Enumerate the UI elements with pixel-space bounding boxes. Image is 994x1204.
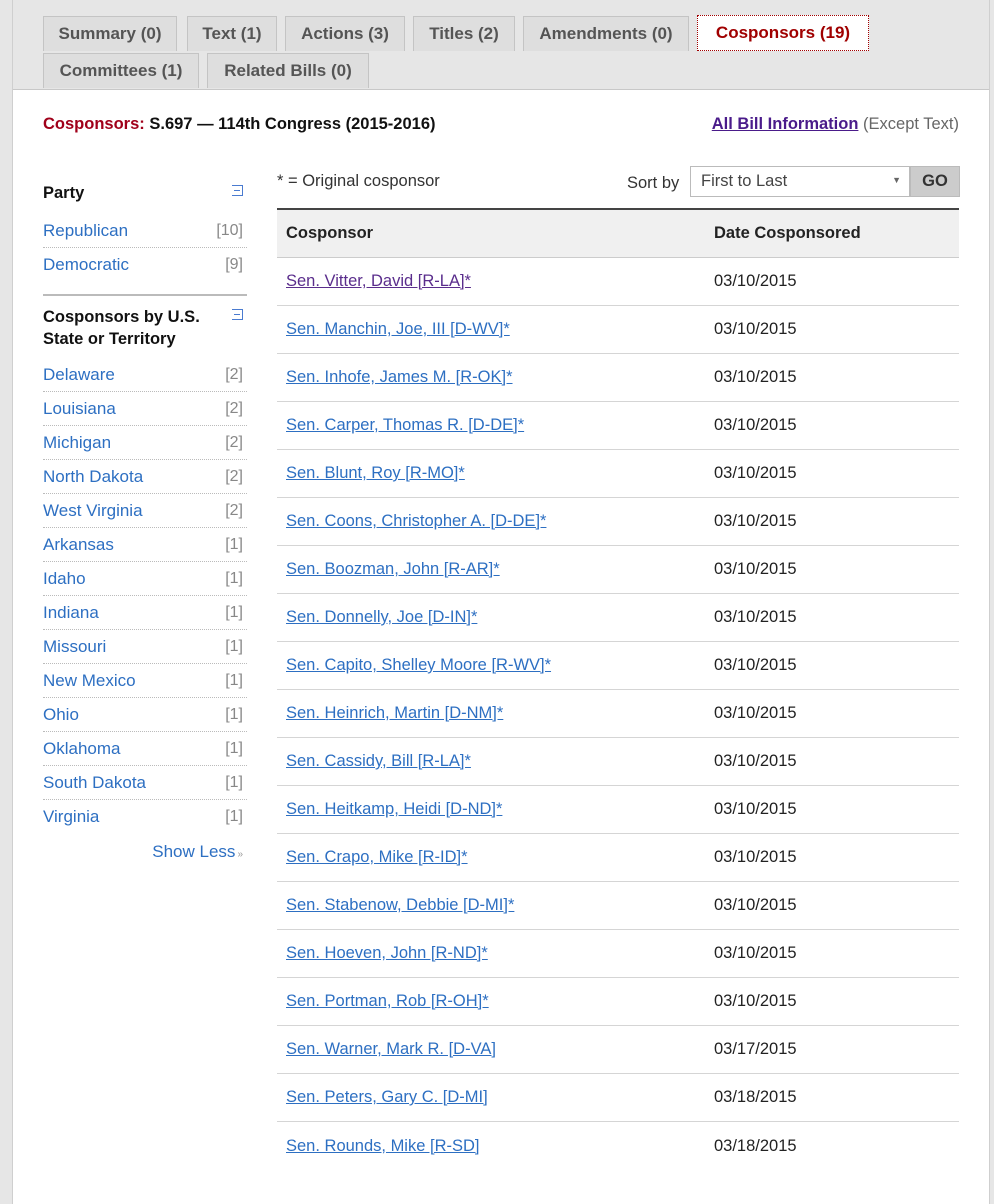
party-item[interactable] [43,214,247,248]
state-item-name[interactable]: Indiana [43,602,99,622]
facet-party-title [43,172,247,204]
cosponsor-cell [277,464,705,483]
cosponsor-link[interactable]: Sen. Portman, Rob [R-OH]* [286,992,489,1010]
cosponsor-cell [277,992,705,1011]
state-item-name[interactable]: New Mexico [43,670,136,690]
facet-party-title-text: Party [43,184,85,202]
state-item-count: [2] [225,501,243,519]
date-cell: 03/10/2015 [714,656,797,674]
party-item-count: [10] [216,221,243,239]
table-row [277,1026,959,1074]
state-item-name[interactable]: Oklahoma [43,738,121,758]
state-item[interactable] [43,528,247,562]
state-list [43,358,247,834]
state-item-count: [1] [225,671,243,689]
cosponsor-cell [277,320,705,339]
state-item-name[interactable]: Arkansas [43,534,114,554]
cosponsor-cell [277,656,705,675]
party-list [43,214,247,282]
date-cell: 03/10/2015 [714,512,797,530]
date-cell: 03/10/2015 [714,896,797,914]
cosponsors-table [277,208,959,1170]
state-item-name[interactable]: Missouri [43,636,107,656]
tab-related-bills[interactable]: Related Bills (0) [207,53,369,88]
tab-titles[interactable]: Titles (2) [413,16,515,51]
table-row [277,450,959,498]
table-row [277,258,959,306]
chevron-right-icon: » [237,849,243,860]
state-item-count: [1] [225,739,243,757]
state-item-name[interactable]: West Virginia [43,500,143,520]
party-item-name[interactable]: Republican [43,220,129,240]
original-cosponsor-legend: * = Original cosponsor [277,172,440,190]
state-item-name[interactable]: South Dakota [43,772,147,792]
date-cell: 03/18/2015 [714,1088,797,1106]
state-item[interactable] [43,460,247,494]
tab-amendments[interactable]: Amendments (0) [523,16,689,51]
header-cosponsor: Cosponsor [286,224,374,242]
go-button[interactable]: GO [910,166,960,197]
cosponsor-cell [277,416,705,435]
cosponsor-link[interactable]: Sen. Carper, Thomas R. [D-DE]* [286,416,525,434]
state-item-name[interactable]: North Dakota [43,466,144,486]
cosponsor-cell [277,272,705,291]
facet-state-title [43,296,247,350]
table-row [277,930,959,978]
all-bill-info [712,115,959,134]
cosponsor-link[interactable]: Sen. Cassidy, Bill [R-LA]* [286,752,471,770]
cosponsor-link[interactable]: Sen. Stabenow, Debbie [D-MI]* [286,896,515,914]
cosponsor-cell [277,896,705,915]
date-cell: 03/10/2015 [714,416,797,434]
cosponsor-link[interactable]: Sen. Boozman, John [R-AR]* [286,560,500,578]
date-cell: 03/10/2015 [714,608,797,626]
date-cell: 03/10/2015 [714,560,797,578]
cosponsor-link[interactable]: Sen. Rounds, Mike [R-SD] [286,1136,480,1155]
date-cell: 03/10/2015 [714,992,797,1010]
state-item-name[interactable]: Idaho [43,568,86,588]
cosponsor-cell [277,512,705,531]
tab-actions[interactable]: Actions (3) [285,16,405,51]
cosponsor-link[interactable]: Sen. Manchin, Joe, III [D-WV]* [286,320,510,338]
cosponsor-cell [277,704,705,723]
state-item-count: [2] [225,433,243,451]
show-less-link[interactable] [43,842,247,862]
state-item[interactable] [43,392,247,426]
facet-sidebar [43,172,247,862]
sort-label: Sort by [627,174,680,192]
show-less-text: Show Less [152,842,236,861]
collapse-icon[interactable] [232,185,243,196]
header-date: Date Cosponsored [714,224,861,242]
cosponsor-link[interactable]: Sen. Heinrich, Martin [D-NM]* [286,704,504,722]
state-item-name[interactable]: Ohio [43,704,79,724]
cosponsor-link[interactable]: Sen. Hoeven, John [R-ND]* [286,944,488,962]
date-cell: 03/10/2015 [714,944,797,962]
table-row [277,354,959,402]
cosponsor-cell [277,1137,705,1156]
state-item[interactable] [43,630,247,664]
state-item[interactable] [43,800,247,834]
cosponsor-cell [277,1088,705,1107]
state-item[interactable] [43,698,247,732]
cosponsor-cell [277,752,705,771]
state-item[interactable] [43,664,247,698]
state-item[interactable] [43,732,247,766]
table-row [277,738,959,786]
state-item[interactable] [43,562,247,596]
state-item-count: [1] [225,535,243,553]
cosponsor-link[interactable]: Sen. Donnelly, Joe [D-IN]* [286,608,478,626]
state-item[interactable] [43,426,247,460]
state-item-count: [2] [225,467,243,485]
table-header [277,210,959,258]
date-cell: 03/10/2015 [714,704,797,722]
sort-select-value: First to Last [701,172,788,190]
cosponsor-link[interactable]: Sen. Peters, Gary C. [D-MI] [286,1088,488,1106]
cosponsor-link[interactable]: Sen. Inhofe, James M. [R-OK]* [286,368,513,386]
table-body [277,258,959,1170]
date-cell: 03/10/2015 [714,848,797,866]
cosponsor-cell [277,560,705,579]
state-item-name[interactable]: Delaware [43,364,115,384]
all-bill-info-suffix: (Except Text) [863,115,959,133]
state-item[interactable] [43,596,247,630]
state-item-count: [1] [225,773,243,791]
state-item-count: [1] [225,705,243,723]
cosponsor-cell [277,944,705,963]
party-item-count: [9] [225,256,243,273]
state-item-name[interactable]: Louisiana [43,398,116,418]
state-item-name[interactable]: Michigan [43,432,112,452]
cosponsor-cell [277,800,705,819]
table-row [277,306,959,354]
table-row [277,786,959,834]
state-item-name[interactable]: Virginia [43,807,100,826]
state-item-count: [2] [225,365,243,383]
table-row [277,690,959,738]
date-cell: 03/10/2015 [714,368,797,386]
table-row [277,642,959,690]
sort-select[interactable] [690,166,910,197]
caret-down-icon: ▼ [892,175,901,185]
cosponsor-link[interactable]: Sen. Blunt, Roy [R-MO]* [286,464,465,482]
date-cell: 03/10/2015 [714,464,797,482]
state-item-count: [1] [225,569,243,587]
party-item[interactable] [43,248,247,282]
table-row [277,882,959,930]
table-row [277,402,959,450]
cosponsor-cell [277,608,705,627]
cosponsor-link[interactable]: Sen. Coons, Christopher A. [D-DE]* [286,512,547,530]
table-row [277,498,959,546]
cosponsor-link[interactable]: Sen. Capito, Shelley Moore [R-WV]* [286,656,552,674]
tab-bar [13,0,989,90]
table-row [277,1074,959,1122]
state-item[interactable] [43,494,247,528]
tab-summary[interactable]: Summary (0) [43,16,177,51]
party-item-name[interactable]: Democratic [43,255,129,274]
cosponsor-link[interactable]: Sen. Heitkamp, Heidi [D-ND]* [286,800,503,818]
state-item-count: [1] [225,808,243,825]
all-bill-info-link[interactable]: All Bill Information [711,115,859,133]
facet-state-title-text: Cosponsors by U.S. State or Territory [43,308,200,348]
cosponsor-cell [277,1040,705,1059]
table-row [277,546,959,594]
date-cell: 03/17/2015 [714,1040,797,1058]
cosponsor-link[interactable]: Sen. Crapo, Mike [R-ID]* [286,848,468,866]
date-cell: 03/10/2015 [714,320,797,338]
date-cell: 03/10/2015 [714,800,797,818]
tab-text[interactable]: Text (1) [187,16,277,51]
page-title-label: Cosponsors: [43,115,145,133]
table-row [277,1122,959,1170]
state-item-count: [1] [225,637,243,655]
page-title [43,115,436,134]
state-item[interactable] [43,358,247,392]
date-cell: 03/18/2015 [714,1136,797,1155]
state-item[interactable] [43,766,247,800]
date-cell: 03/10/2015 [714,752,797,770]
table-row [277,594,959,642]
collapse-icon[interactable] [232,309,243,320]
state-item-count: [2] [225,399,243,417]
cosponsor-cell [277,368,705,387]
tab-cosponsors[interactable]: Cosponsors (19) [697,15,869,51]
cosponsor-link[interactable]: Sen. Vitter, David [R-LA]* [286,272,471,290]
table-row [277,834,959,882]
date-cell: 03/10/2015 [714,272,797,290]
table-row [277,978,959,1026]
state-item-count: [1] [225,603,243,621]
cosponsor-link[interactable]: Sen. Warner, Mark R. [D-VA] [286,1040,496,1058]
page-frame [12,0,990,1204]
cosponsor-cell [277,848,705,867]
page-title-bill: S.697 — 114th Congress (2015-2016) [149,115,436,133]
tab-committees[interactable]: Committees (1) [43,53,199,88]
